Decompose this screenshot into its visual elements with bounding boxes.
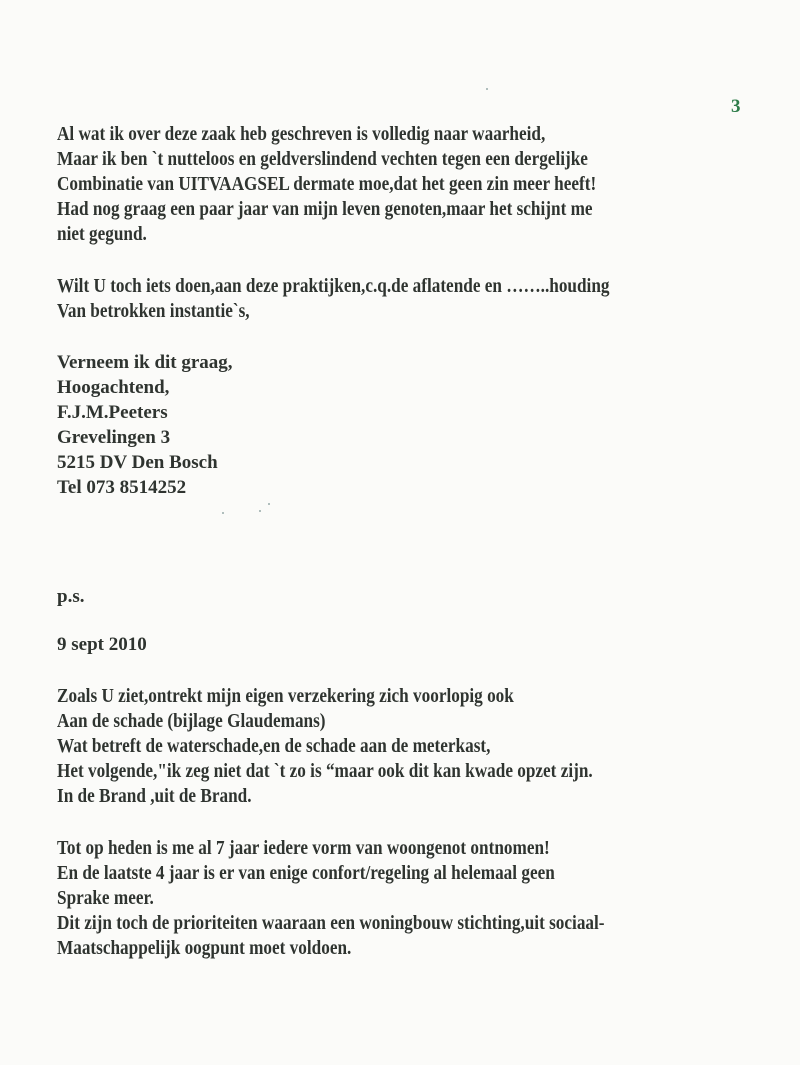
scan-speck xyxy=(259,510,261,512)
sender-street: Grevelingen 3 xyxy=(57,427,171,448)
text-line: Maatschappelijk oogpunt moet voldoen. xyxy=(57,937,352,959)
ps-date: 9 sept 2010 xyxy=(57,634,147,655)
scan-speck xyxy=(486,88,488,90)
text-line: Al wat ik over deze zaak heb geschreven is volledig naar waarheid, xyxy=(57,123,546,145)
text-line: Het volgende,"ik zeg niet dat `t zo is “maar ook dit kan kwade opzet zijn. xyxy=(57,760,593,782)
text-line: Zoals U ziet,ontrekt mijn eigen verzekering zich voorlopig ook xyxy=(57,685,514,707)
text-line: Combinatie van UITVAAGSEL dermate moe,dat het geen zin meer heeft! xyxy=(57,173,597,195)
text-line: Aan de schade (bijlage Glaudemans) xyxy=(57,710,326,732)
text-line: Sprake meer. xyxy=(57,887,154,909)
text-line: Maar ik ben `t nutteloos en geldverslindend vechten tegen een dergelijke xyxy=(57,148,588,170)
text-line: In de Brand ,uit de Brand. xyxy=(57,785,252,807)
scan-speck xyxy=(268,503,270,505)
sender-phone: Tel 073 8514252 xyxy=(57,477,187,498)
text-line: Van betrokken instantie`s, xyxy=(57,300,250,322)
text-line: Wilt U toch iets doen,aan deze praktijken,c.q.de aflatende en ……..houding xyxy=(57,275,610,297)
sender-city: 5215 DV Den Bosch xyxy=(57,452,218,473)
text-line: Had nog graag een paar jaar van mijn leven genoten,maar het schijnt me xyxy=(57,198,593,220)
scan-speck xyxy=(222,512,224,514)
sender-name: F.J.M.Peeters xyxy=(57,402,168,423)
text-line: Tot op heden is me al 7 jaar iedere vorm van woongenot ontnomen! xyxy=(57,837,550,859)
text-line: niet gegund. xyxy=(57,223,147,245)
page-number: 3 xyxy=(731,96,741,117)
closing-line: Verneem ik dit graag, xyxy=(57,352,233,373)
closing-line: Hoogachtend, xyxy=(57,377,170,398)
text-line: En de laatste 4 jaar is er van enige confort/regeling al helemaal geen xyxy=(57,862,555,884)
text-line: Dit zijn toch de prioriteiten waaraan een woningbouw stichting,uit sociaal- xyxy=(57,912,605,934)
text-line: Wat betreft de waterschade,en de schade aan de meterkast, xyxy=(57,735,491,757)
ps-label: p.s. xyxy=(57,586,85,607)
